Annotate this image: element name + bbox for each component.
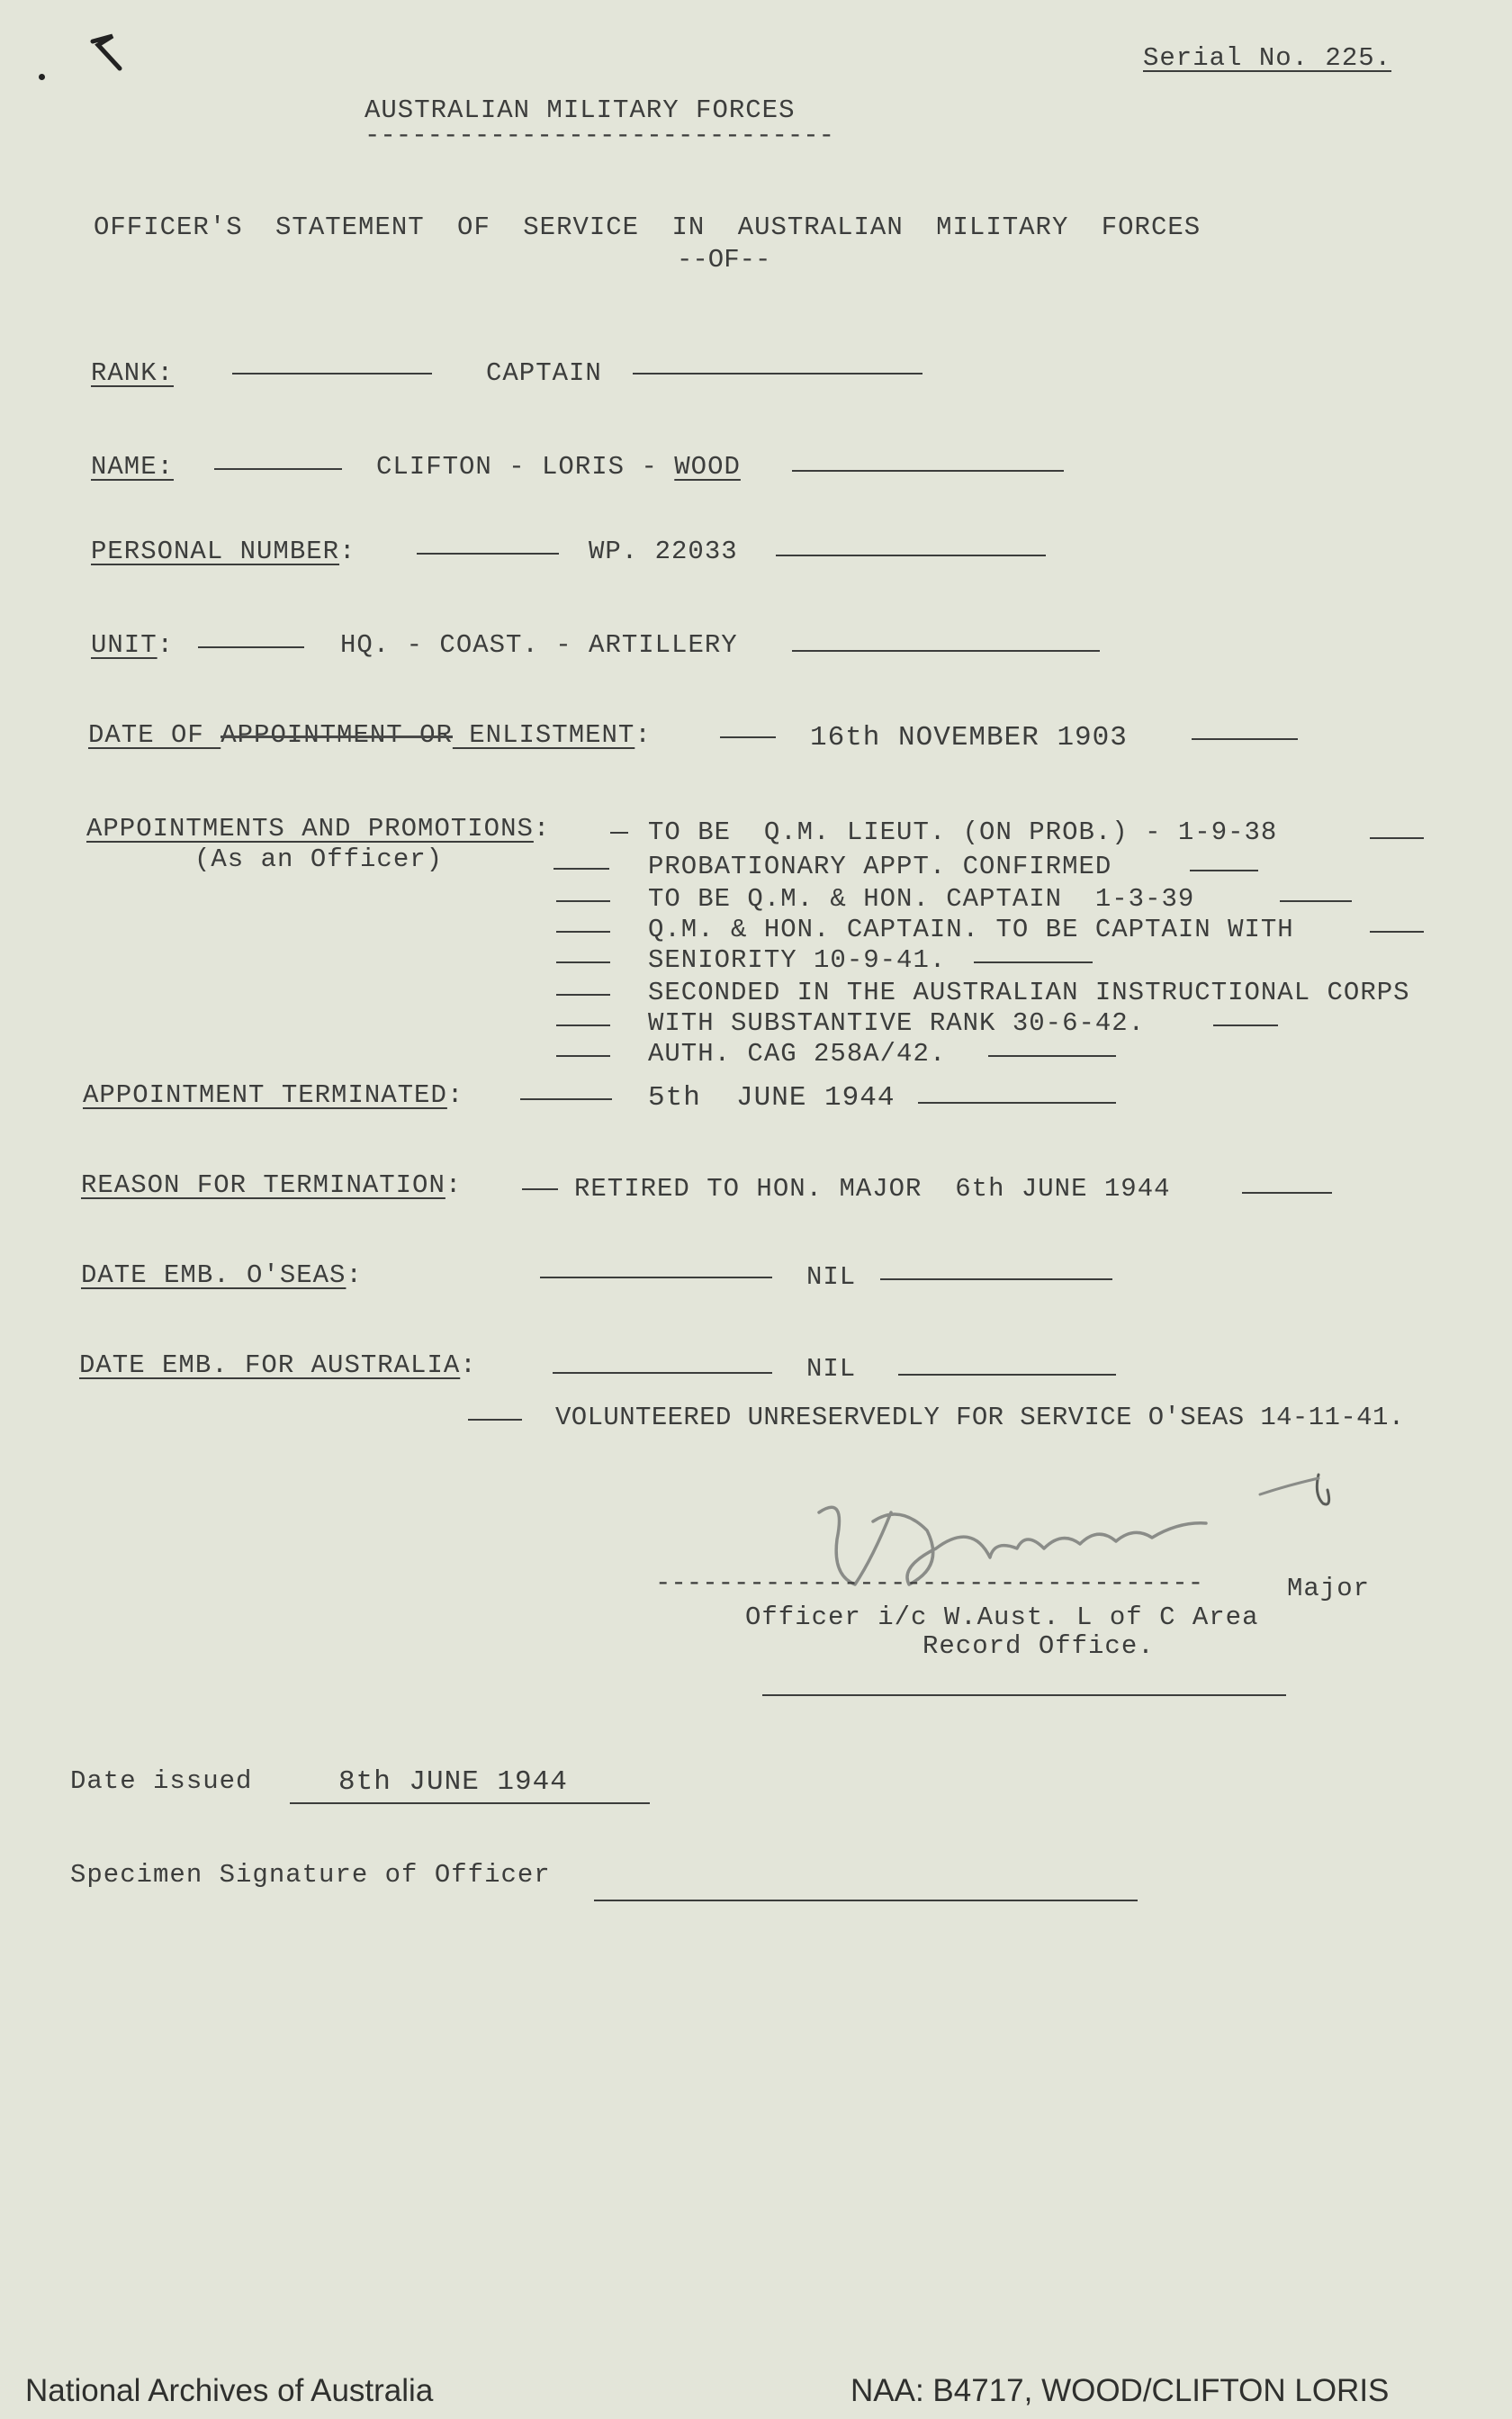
struck-out-text: APPOINTMENT OR	[220, 720, 453, 750]
enlistment-dash-right	[1192, 738, 1298, 740]
appointment-line: SECONDED IN THE AUSTRALIAN INSTRUCTIONAL CORPS	[648, 978, 1410, 1007]
appointment-line: WITH SUBSTANTIVE RANK 30-6-42.	[648, 1008, 1146, 1038]
appointments-sub-label: (As an Officer)	[194, 844, 444, 874]
emb-oseas-dash-left	[540, 1277, 772, 1278]
reason-dash-right	[1242, 1192, 1332, 1194]
appointment-line: PROBATIONARY APPT. CONFIRMED	[648, 852, 1112, 881]
enlistment-dash-left	[720, 736, 776, 738]
emb-oseas-value: NIL	[806, 1262, 857, 1292]
volunteered-statement: VOLUNTEERED UNRESERVEDLY FOR SERVICE O'SEAS 14-11-41.	[555, 1403, 1405, 1432]
enlistment-date-label: DATE OF APPOINTMENT OR ENLISTMENT:	[88, 720, 652, 750]
appt-dash-6	[556, 1024, 610, 1026]
appt-dash-3-end	[1370, 931, 1424, 933]
name-value	[376, 452, 741, 482]
reason-value: RETIRED TO HON. MAJOR 6th JUNE 1944	[574, 1174, 1171, 1204]
rank-label: RANK:	[91, 358, 175, 388]
appt-dash-1	[554, 868, 609, 870]
appointment-line: AUTH. CAG 258A/42.	[648, 1039, 947, 1069]
personal-number-label: PERSONAL NUMBER:	[91, 537, 356, 566]
volunteered-dash	[468, 1419, 522, 1421]
document-subtitle-of: --OF--	[677, 245, 771, 275]
appt-dash-3	[556, 931, 610, 933]
appt-dash-5	[556, 994, 610, 996]
rank-dash-left	[232, 373, 432, 375]
unit-value: HQ. - COAST. - ARTILLERY	[340, 630, 738, 660]
appt-dash-2-end	[1280, 900, 1352, 902]
signoff-officer: Officer i/c W.Aust. L of C Area	[745, 1602, 1259, 1632]
personal-number-value: WP. 22033	[589, 537, 738, 566]
appointment-line: TO BE Q.M. LIEUT. (ON PROB.) - 1-9-38	[648, 817, 1278, 847]
enlistment-date-value: 16th NOVEMBER 1903	[810, 722, 1128, 754]
personal-number-dash-left	[417, 553, 559, 555]
specimen-signature-line	[594, 1900, 1138, 1901]
rank-value: CAPTAIN	[486, 358, 602, 388]
emb-australia-dash-right	[898, 1374, 1116, 1376]
appt-dash-7	[556, 1055, 610, 1057]
emb-oseas-label: DATE EMB. O'SEAS:	[81, 1260, 363, 1290]
appointment-line: SENIORITY 10-9-41.	[648, 945, 947, 975]
appt-dash-6-end	[1213, 1024, 1278, 1026]
unit-dash-left	[198, 646, 304, 648]
signature-dashed-line: -----------------------------------	[655, 1568, 1204, 1598]
corner-tick-mark	[86, 25, 130, 75]
date-issued-value: 8th JUNE 1944	[338, 1766, 568, 1798]
signoff-office: Record Office.	[922, 1631, 1155, 1661]
terminated-dash-right	[918, 1102, 1116, 1104]
name-given: CLIFTON - LORIS -	[376, 452, 675, 482]
unit-dash-right	[792, 650, 1100, 652]
signoff-rank: Major	[1287, 1574, 1371, 1603]
appt-dash-0	[610, 832, 628, 834]
rank-dash-right	[633, 373, 922, 375]
reason-dash-left	[522, 1188, 558, 1190]
name-dash-left	[214, 468, 342, 470]
signoff-rule	[762, 1694, 1286, 1696]
date-issued-line	[290, 1802, 650, 1804]
document-title: AUSTRALIAN MILITARY FORCES	[364, 95, 796, 125]
appt-dash-4-end	[974, 961, 1093, 963]
appointment-line: TO BE Q.M. & HON. CAPTAIN 1-3-39	[648, 884, 1195, 914]
name-dash-right	[792, 470, 1064, 472]
serial-number: Serial No. 225.	[1143, 43, 1392, 73]
appt-dash-0-end	[1370, 837, 1424, 839]
emb-australia-value: NIL	[806, 1354, 857, 1384]
unit-label: UNIT:	[91, 630, 175, 660]
appt-dash-1-end	[1190, 870, 1258, 871]
emb-oseas-dash-right	[880, 1278, 1112, 1280]
terminated-value: 5th JUNE 1944	[648, 1082, 896, 1114]
terminated-dash-left	[520, 1098, 612, 1100]
appt-dash-4	[556, 961, 610, 963]
reason-label: REASON FOR TERMINATION:	[81, 1170, 463, 1200]
terminated-label: APPOINTMENT TERMINATED:	[83, 1080, 464, 1110]
specimen-signature-label: Specimen Signature of Officer	[70, 1860, 551, 1890]
name-label: NAME:	[91, 452, 175, 482]
document-subtitle: OFFICER'S STATEMENT OF SERVICE IN AUSTRALIAN MILITARY FORCES	[94, 212, 1202, 242]
title-underline: ------------------------------	[364, 121, 835, 150]
personal-number-dash-right	[776, 555, 1046, 556]
archive-footer-right: NAA: B4717, WOOD/CLIFTON LORIS	[850, 2373, 1390, 2408]
archive-footer-left: National Archives of Australia	[25, 2373, 434, 2408]
appt-dash-7-end	[988, 1055, 1116, 1057]
emb-australia-dash-left	[553, 1372, 772, 1374]
appointments-label: APPOINTMENTS AND PROMOTIONS:	[86, 814, 551, 844]
appointment-line: Q.M. & HON. CAPTAIN. TO BE CAPTAIN WITH	[648, 915, 1294, 944]
emb-australia-label: DATE EMB. FOR AUSTRALIA:	[79, 1350, 477, 1380]
date-issued-label: Date issued	[70, 1766, 253, 1796]
appt-dash-2	[556, 900, 610, 902]
name-surname: WOOD	[674, 452, 741, 482]
punch-dot	[39, 74, 45, 80]
